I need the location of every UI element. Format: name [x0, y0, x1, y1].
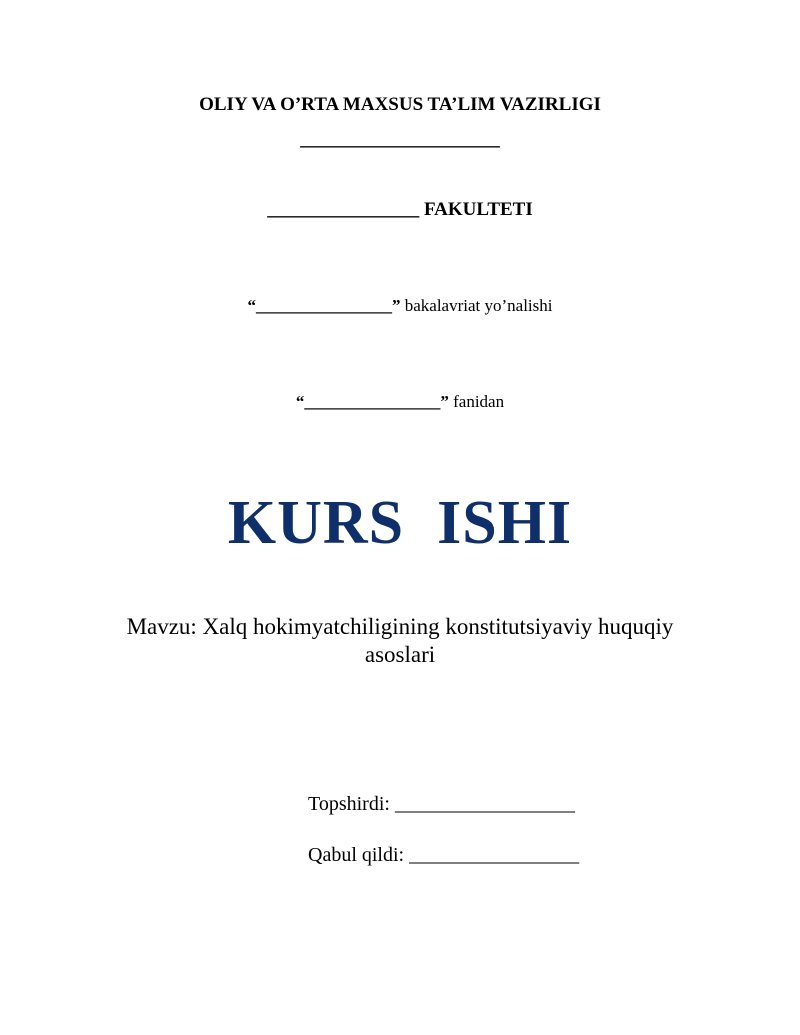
- direction-line: [0, 296, 800, 316]
- submitted-by-line: [308, 793, 575, 816]
- submitted-label: Topshirdi:: [308, 793, 390, 815]
- subject-label: fanidan: [453, 392, 505, 411]
- subject-line: [0, 392, 800, 412]
- subject-blank: ________________: [304, 392, 441, 411]
- accepted-by-line: [308, 844, 579, 867]
- faculty-line: [0, 199, 800, 221]
- direction-open-quote: “: [247, 296, 256, 315]
- faculty-label: FAKULTETI: [423, 199, 533, 220]
- institution-blank: _____________________: [300, 129, 500, 150]
- faculty-blank: ________________: [267, 199, 420, 220]
- direction-label: bakalavriat yo’nalishi: [404, 296, 553, 315]
- subject-open-quote: “: [295, 392, 305, 411]
- ministry-heading: OLIY VA O’RTA MAXSUS TA’LIM VAZIRLIGI: [199, 94, 601, 115]
- accepted-label: Qabul qildi:: [308, 844, 405, 866]
- direction-close-quote: ”: [391, 296, 401, 315]
- document-title: KURS ISHI: [227, 489, 573, 557]
- accepted-blank: _________________: [409, 844, 580, 866]
- direction-blank: ________________: [255, 296, 392, 315]
- subject-close-quote: ”: [440, 392, 449, 411]
- submitted-blank: __________________: [394, 793, 575, 815]
- topic-text: Mavzu: Xalq hokimyatchiligining konstitutsiyaviy huquqiy asoslari: [126, 614, 674, 667]
